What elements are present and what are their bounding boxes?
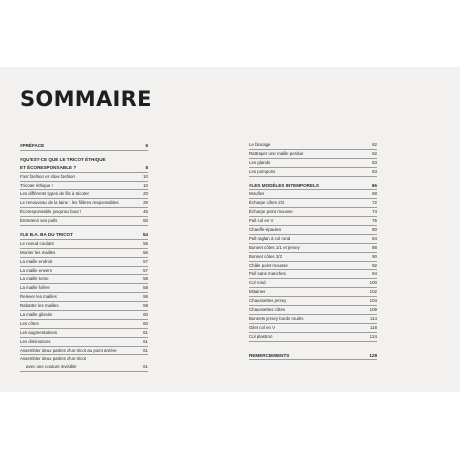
toc-entry (20, 249, 148, 258)
toc-entry-title: La maille envers (20, 267, 52, 273)
toc-entry (20, 293, 148, 302)
toc-entry-title: Les glands (249, 159, 271, 165)
toc-entry (20, 284, 148, 293)
toc-entry-title: La maille torse (20, 276, 49, 282)
toc-entry (249, 279, 377, 288)
toc-page-number: 57 (143, 267, 148, 273)
toc-page-number: 59 (143, 303, 148, 309)
toc-section-heading (20, 164, 148, 173)
toc-page-number: 74 (372, 209, 377, 215)
toc-page-number: 104 (369, 298, 377, 304)
toc-page-number: 66 (371, 182, 377, 188)
toc-entry (20, 240, 148, 249)
toc-entry (20, 258, 148, 267)
toc-entry (249, 190, 377, 199)
toc-entry-title: Bonnet côtes 2/2 (249, 253, 282, 259)
toc-page-number: 60 (143, 320, 148, 326)
toc-entry (249, 324, 377, 333)
toc-page-number: 61 (143, 329, 148, 335)
toc-entry-title: Écharpe point mousse (249, 209, 293, 215)
toc-page-number: 54 (142, 232, 148, 238)
toc-page-number: 62 (372, 142, 377, 147)
toc-entry-title: Les diminutions (20, 338, 51, 344)
toc-entry (20, 363, 148, 372)
toc-section-heading (20, 156, 148, 164)
toc-entry-title: Entretenir ses pulls (20, 218, 58, 224)
toc-page-number: 88 (372, 244, 377, 250)
toc-page-number: 57 (143, 258, 148, 264)
toc-entry-title: Fast fashion vs slow fashion (20, 173, 75, 179)
toc-page-number: 63 (372, 159, 377, 165)
toc-entry-title: Le noeud coulant (20, 240, 54, 246)
toc-entry (20, 302, 148, 311)
toc-entry-title: Chaussettes jersey (249, 298, 287, 304)
toc-entry-title: Les augmentations (20, 329, 58, 335)
toc-entry-title: #PRÉFACE (20, 143, 45, 148)
toc-column-left (20, 142, 148, 372)
toc-entry-title: avec une couture invisible (26, 364, 77, 370)
toc-entry-title: Pull col en V (249, 218, 274, 224)
toc-entry-title: #QU'EST-CE QUE LE TRICOT ÉTHIQUE (20, 156, 106, 162)
toc-entry-title: La maille endroit (20, 258, 53, 264)
toc-entry (249, 159, 377, 168)
toc-entry-title: Assembler deux parties d'un tricot (20, 356, 86, 362)
toc-entry-title: Gilet col en V (249, 324, 276, 330)
toc-entry (249, 253, 377, 262)
toc-page-number: 92 (372, 262, 377, 268)
toc-column-right (249, 141, 377, 360)
toc-entry-title: Tricoter éthique ! (20, 182, 53, 188)
toc-page-number: 63 (372, 168, 377, 174)
toc-page-number: 114 (370, 315, 377, 321)
toc-entry (20, 347, 148, 356)
toc-page-number: 61 (143, 347, 148, 353)
toc-entry-title: Écharpe côtes 2/2 (249, 200, 285, 206)
toc-entry (20, 199, 148, 208)
toc-page-number: 61 (143, 364, 148, 370)
toc-page-number: 80 (372, 227, 377, 233)
toc-entry (249, 150, 377, 159)
toc-page-number: 128 (369, 352, 377, 358)
toc-entry-title: REMERCIEMENTS (249, 352, 290, 358)
toc-entry (20, 173, 148, 182)
toc-entry-title: Rattraper une maille perdue (249, 150, 304, 156)
toc-entry (20, 275, 148, 284)
toc-page-number: 109 (369, 307, 377, 313)
toc-entry-title: ET ÉCORESPONSABLE ? (20, 164, 77, 170)
toc-entry-title: Châle point mousse (249, 262, 288, 268)
toc-entry-title: Le renouveau de la laine : les filières responsables (20, 200, 119, 206)
toc-entry (20, 311, 148, 320)
toc-section-heading (20, 231, 148, 240)
toc-page-number: 6 (145, 143, 148, 148)
toc-entry (249, 208, 377, 217)
toc-entry (249, 297, 377, 306)
toc-entry-title: Écoresponsable jusqu'au bout ! (20, 209, 82, 215)
toc-entry-title: Relever les mailles (20, 294, 57, 300)
toc-page-number: 100 (369, 280, 377, 286)
toc-entry (249, 270, 377, 279)
toc-entry-title: Les côtes (20, 320, 39, 326)
toc-entry-title: Monter les mailles (20, 249, 56, 255)
toc-entry-title: Pull raglan à col rond (249, 235, 291, 241)
toc-entry (249, 288, 377, 297)
toc-page-number: 68 (372, 191, 377, 197)
toc-page-number: 118 (370, 324, 377, 330)
toc-entry (20, 329, 148, 338)
toc-entry (20, 217, 148, 226)
toc-page-number: 8 (145, 164, 148, 170)
toc-entry (249, 244, 377, 253)
toc-page-number: 58 (143, 285, 148, 291)
toc-entry (249, 315, 377, 324)
toc-entry-title: #LES MODÈLES INTEMPORELS (249, 182, 319, 188)
toc-page-number: 10 (143, 173, 148, 179)
toc-page-number: 61 (143, 338, 148, 344)
toc-entry (249, 262, 377, 271)
toc-entry (249, 168, 377, 177)
toc-page-number: 124 (369, 333, 377, 339)
toc-entry-title: La maille folère (20, 285, 50, 291)
toc-spacer (249, 342, 377, 352)
toc-page-number: 20 (143, 191, 148, 197)
toc-section-heading (20, 142, 148, 151)
page-title: SOMMAIRE (20, 87, 152, 111)
toc-page-number: 84 (372, 235, 377, 241)
toc-entry-title: Les différents types de fils à tricoter (20, 191, 89, 197)
toc-entry (20, 355, 148, 363)
toc-entry-title: Col plastron (249, 333, 273, 339)
toc-entry-title: Col rond (249, 280, 266, 286)
toc-entry-title: Le blocage (249, 142, 271, 147)
toc-entry-title: Rabattre les mailles (20, 303, 59, 309)
toc-section-heading (249, 182, 377, 191)
toc-page-number: 102 (369, 289, 377, 295)
toc-entry (249, 226, 377, 235)
toc-entry (249, 333, 377, 342)
toc-page-number: 50 (143, 218, 148, 224)
toc-entry (249, 235, 377, 244)
toc-page-number: 56 (143, 249, 148, 255)
toc-entry-title: Les pompons (249, 168, 276, 174)
toc-entry (249, 306, 377, 315)
toc-entry (20, 320, 148, 329)
toc-page-number: 76 (372, 218, 377, 224)
toc-entry-title: Mitaines (249, 289, 266, 295)
toc-page-number: 94 (372, 271, 377, 277)
toc-entry-title: Chaussettes côtes (249, 307, 286, 313)
toc-entry (20, 208, 148, 217)
toc-entry (20, 182, 148, 191)
toc-entry-title: #LE B.A. BA DU TRICOT (20, 232, 73, 238)
toc-page-number: 46 (143, 209, 148, 215)
toc-page-number: 28 (143, 200, 148, 206)
toc-page-number: 58 (143, 276, 148, 282)
toc-entry (249, 217, 377, 226)
toc-page-number: 10 (143, 182, 148, 188)
toc-entry-title: Bonnet côtes 1/1 et jersey (249, 244, 300, 250)
toc-page-number: 62 (372, 150, 377, 156)
toc-entry-title: Assembler deux parties d'un tricot au point arrière (20, 347, 117, 353)
toc-page-number: 59 (143, 294, 148, 300)
toc-page-number: 56 (143, 240, 148, 246)
toc-page-number: 60 (143, 312, 148, 318)
toc-entry-title: Bonnets jersey bords roulés (249, 315, 304, 321)
toc-entry (20, 267, 148, 276)
toc-entry-title: Moufles (249, 191, 265, 197)
toc-section-heading (249, 352, 377, 361)
toc-entry-title: La maille glissée (20, 312, 53, 318)
toc-page-number: 90 (372, 253, 377, 259)
toc-entry-title: Pull sans manches (249, 271, 286, 277)
toc-entry (249, 141, 377, 150)
toc-entry (249, 199, 377, 208)
toc-entry-title: Chauffe-épaules (249, 227, 282, 233)
toc-page-number: 72 (372, 200, 377, 206)
toc-entry (20, 338, 148, 347)
book-page (0, 67, 460, 392)
toc-entry (20, 190, 148, 199)
